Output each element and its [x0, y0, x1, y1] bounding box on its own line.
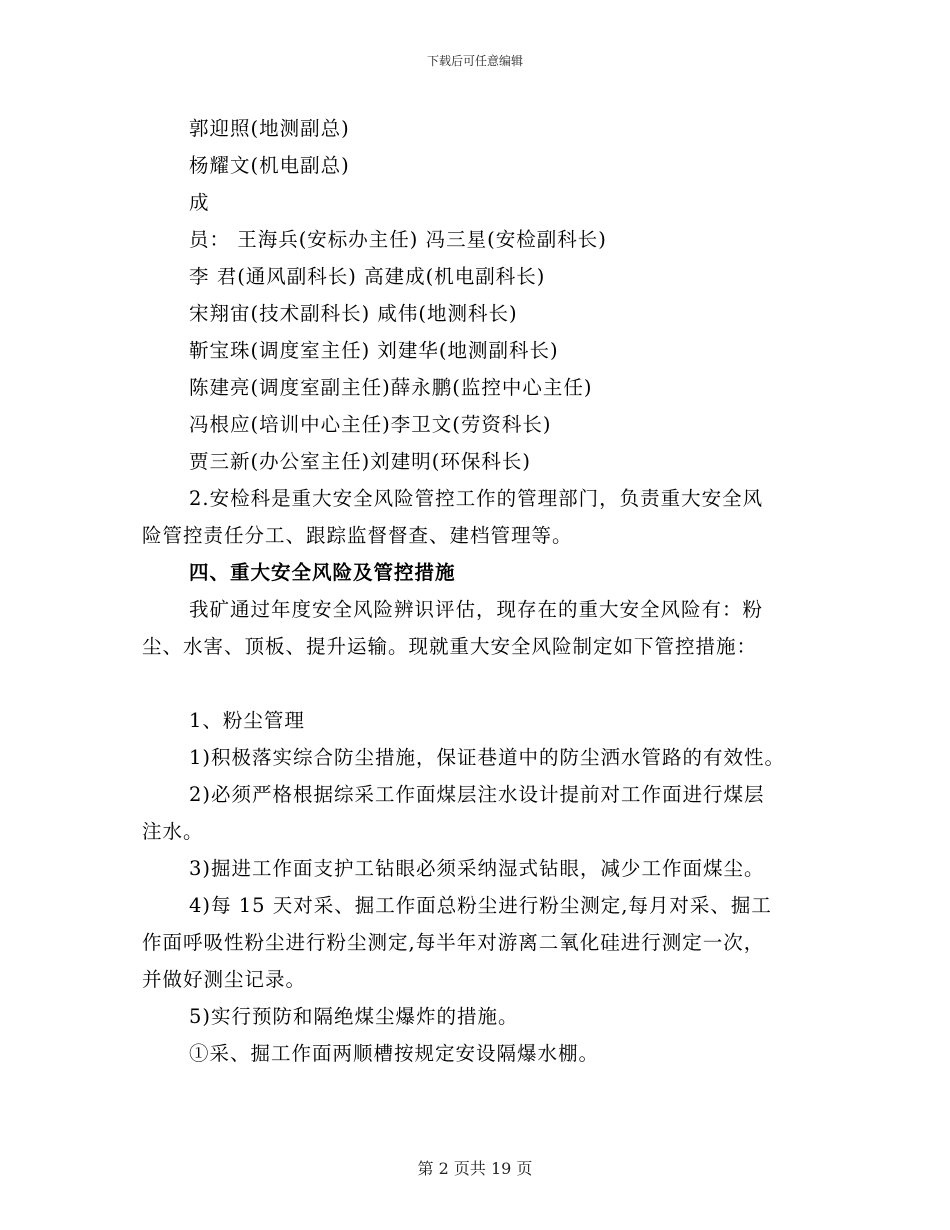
text-line: 尘、水害、顶板、提升运输。现就重大安全风险制定如下管控措施：	[142, 635, 758, 658]
text-line: 郭迎照(地测副总)	[189, 117, 350, 140]
text-line: ①采、掘工作面两顺槽按规定安设隔爆水棚。	[189, 1042, 600, 1065]
text-line: 2)必须严格根据综采工作面煤层注水设计提前对工作面进行煤层	[189, 783, 765, 806]
subsection-heading: 1、粉尘管理	[189, 709, 305, 732]
text-line: 3)掘进工作面支护工钻眼必须采纳湿式钻眼，减少工作面煤尘。	[189, 857, 765, 880]
page-header: 下载后可任意编辑	[426, 54, 523, 68]
text-line: 我矿通过年度安全风险辨识评估，现存在的重大安全风险有：粉	[189, 598, 764, 621]
text-line: 陈建亮(调度室副主任)薛永鹏(监控中心主任)	[189, 376, 593, 399]
page-footer: 第 2 页共 19 页	[417, 1159, 533, 1178]
text-line: 1)积极落实综合防尘措施，保证巷道中的防尘洒水管路的有效性。	[189, 746, 786, 769]
text-line: 靳宝珠(调度室主任) 刘建华(地测副科长)	[189, 339, 559, 362]
section-heading: 四、重大安全风险及管控措施	[189, 561, 456, 584]
text-line: 李 君(通风副科长) 高建成(机电副科长)	[189, 265, 546, 288]
blank-line	[142, 665, 812, 702]
document-body	[142, 110, 812, 1072]
text-line: 并做好测尘记录。	[142, 968, 307, 991]
text-line: 注水。	[142, 820, 204, 843]
text-line: 2.安检科是重大安全风险管控工作的管理部门，负责重大安全风	[189, 487, 764, 510]
text-line: 作面呼吸性粉尘进行粉尘测定,每半年对游离二氧化硅进行测定一次，	[142, 931, 765, 954]
text-line: 5)实行预防和隔绝煤尘爆炸的措施。	[189, 1005, 519, 1028]
text-line: 贾三新(办公室主任)刘建明(环保科长)	[189, 450, 531, 473]
text-line: 宋翔宙(技术副科长) 咸伟(地测科长)	[189, 302, 518, 325]
text-line: 冯根应(培训中心主任)李卫文(劳资科长)	[189, 413, 552, 436]
text-line: 杨耀文(机电副总)	[189, 154, 350, 177]
text-line: 4)每 15 天对采、掘工作面总粉尘进行粉尘测定,每月对采、掘工	[189, 894, 772, 917]
text-line: 险管控责任分工、跟踪监督督查、建档管理等。	[142, 524, 573, 547]
text-line: 成	[189, 191, 210, 214]
text-line: 员： 王海兵(安标办主任) 冯三星(安检副科长)	[189, 228, 607, 251]
